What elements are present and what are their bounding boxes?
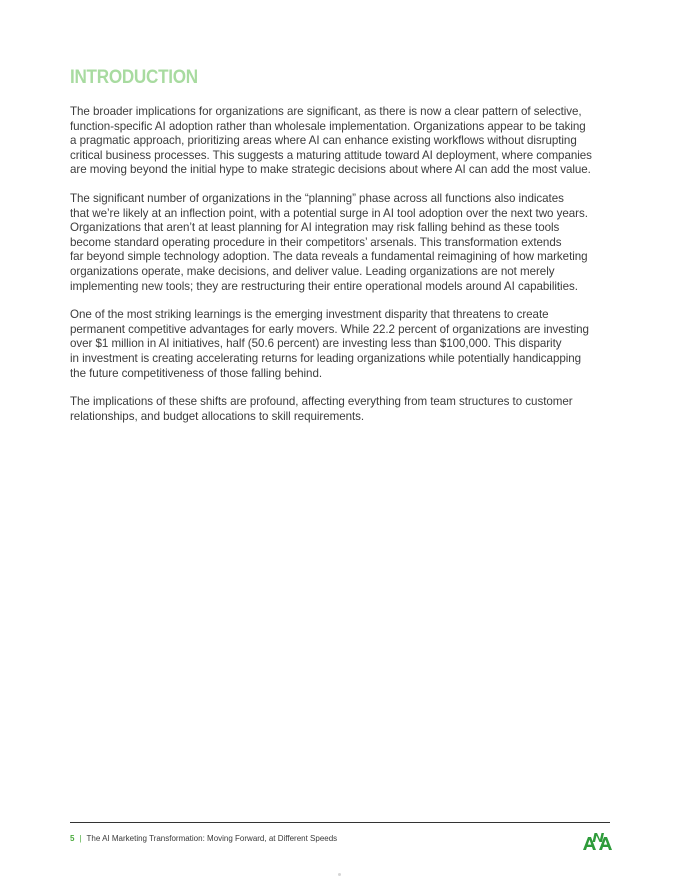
paragraph-line: The implications of these shifts are profound, affecting everything from team structures to customer bbox=[70, 395, 573, 409]
page-footer bbox=[70, 834, 337, 844]
paragraph-line: the future competitiveness of those falling behind. bbox=[70, 366, 323, 380]
paragraph-line: The broader implications for organizations are significant, as there is now a clear pattern of selective, bbox=[70, 105, 582, 118]
paragraph-line: in investment is creating accelerating returns for leading organizations while potentially handicapping bbox=[70, 351, 582, 365]
page-number: 5 bbox=[70, 834, 75, 843]
paragraph-line: are moving beyond the initial hype to make strategic decisions about where AI can add the most value. bbox=[70, 163, 591, 177]
footer-separator: | bbox=[79, 834, 82, 843]
footer-title: The AI Marketing Transformation: Moving Forward, at Different Speeds bbox=[86, 834, 338, 843]
paragraph-line: far beyond simple technology adoption. The data reveals a fundamental reimagining of how marketing bbox=[70, 250, 588, 264]
paragraph-line: Organizations that aren’t at least planning for AI integration may risk falling behind as these tools bbox=[70, 221, 560, 235]
paragraph-line: relationships, and budget allocations to skill requirements. bbox=[70, 409, 365, 423]
paragraph-line: One of the most striking learnings is the emerging investment disparity that threatens to create bbox=[70, 308, 549, 322]
paragraph-line: implementing new tools; they are restructuring their entire operational models around AI capabilities. bbox=[70, 279, 578, 293]
paragraph-1 bbox=[70, 105, 610, 178]
paragraph-line: function-specific AI adoption rather than wholesale implementation. Organizations appear to be taking bbox=[70, 119, 586, 133]
paragraph-line: over $1 million in AI initiatives, half (50.6 percent) are investing less than $100,000. This disparity bbox=[70, 337, 562, 351]
paragraph-line: a pragmatic approach, prioritizing areas where AI can enhance existing workflows without disrupting bbox=[70, 134, 577, 148]
paragraph-line: critical business processes. This suggests a maturing attitude toward AI deployment, where companies bbox=[70, 148, 592, 162]
paragraph-line: organizations operate, make decisions, and deliver value. Leading organizations are not merely bbox=[70, 264, 555, 278]
paragraph-4 bbox=[70, 395, 610, 424]
page-marker-dot bbox=[338, 873, 341, 876]
footer-divider bbox=[70, 822, 610, 823]
paragraph-2 bbox=[70, 192, 610, 294]
paragraph-line: that we’re likely at an inflection point, with a potential surge in AI tool adoption over the next two years. bbox=[70, 206, 588, 220]
ana-logo-icon bbox=[582, 830, 612, 852]
paragraph-line: The significant number of organizations in the “planning” phase across all functions also indicates bbox=[70, 191, 564, 205]
section-heading: INTRODUCTION bbox=[70, 67, 198, 88]
paragraph-line: permanent competitive advantages for early movers. While 22.2 percent of organizations are investing bbox=[70, 322, 589, 336]
body-text bbox=[70, 105, 610, 438]
paragraph-3 bbox=[70, 308, 610, 381]
paragraph-line: become standard operating procedure in their competitors’ arsenals. This transformation extends bbox=[70, 235, 562, 249]
